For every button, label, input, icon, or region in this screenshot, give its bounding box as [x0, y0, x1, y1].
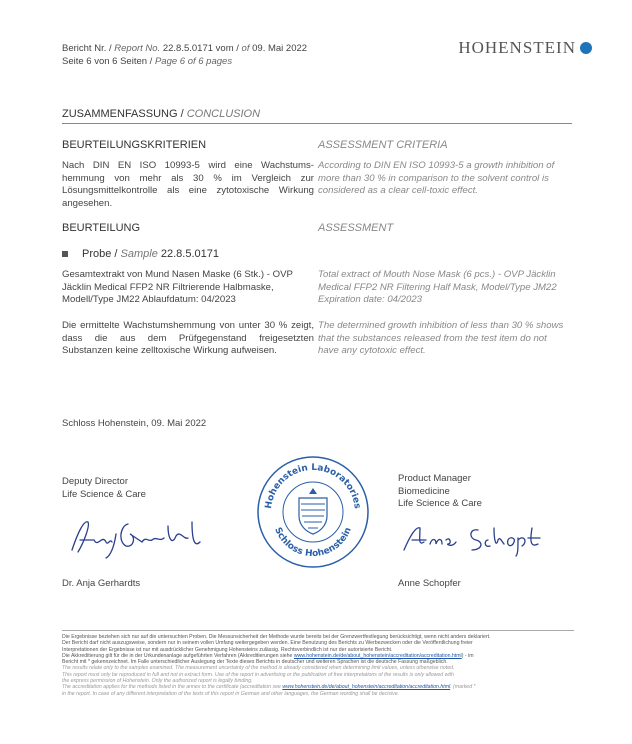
hohenstein-laboratories-stamp — [255, 454, 371, 570]
svg-text:Hohenstein Laboratories: Hohenstein Laboratories — [264, 462, 362, 510]
probe-label-en: Sample — [120, 248, 158, 260]
sample-line — [62, 248, 219, 260]
signer-left-role: Deputy Director — [62, 476, 128, 487]
page-label: Seite 6 von 6 Seiten / — [62, 56, 153, 67]
criteria-title-de: BEURTEILUNGSKRITERIEN — [62, 139, 207, 151]
report-label-en: Report No. — [114, 43, 161, 54]
logo-text: HOHENSTEIN — [458, 38, 576, 57]
footer-en-line: This report must only be reproduced in full and not in extract form. Use of the report in advertising or the publication of free interpretations of the results is only allowed with — [62, 671, 454, 678]
footer-de-accreditation-link[interactable]: www.hohenstein.de/de/about_hohenstein/accreditation/accreditation.html — [293, 652, 462, 659]
report-date: 09. Mai 2022 — [252, 43, 308, 54]
footer-en-accreditation-link[interactable]: www.hohenstein.de/de/about_hohenstein/accreditation/accreditation.html — [282, 684, 451, 691]
date-label-en: of — [241, 43, 250, 54]
page-label-en: Page 6 of 6 pages — [154, 56, 233, 67]
footer-en-link-suffix: . (marked * — [450, 684, 476, 691]
report-number: 22.8.5.0171 — [162, 43, 214, 54]
summary-title-de: ZUSAMMENFASSUNG / — [62, 108, 184, 120]
footer-en-line: the express permission of Hohenstein. Only the authorized report is legally binding. — [62, 678, 253, 685]
page-line — [62, 55, 307, 68]
signer-right-block — [398, 473, 482, 511]
signer-left-block — [62, 476, 146, 501]
summary-divider — [62, 123, 572, 124]
footer-en-line: in the report. In case of any different interpretation of the texts of this report in German and other languages, the German wording shall be decisive. — [62, 690, 400, 697]
footer-de-line: Die Akkreditierung gilt für die in der Urkundenanlage aufgeführten Verfahren (Akkreditierungen siehe — [62, 652, 293, 659]
bullet-icon — [62, 251, 68, 257]
summary-heading — [62, 108, 260, 120]
signer-right-role: Product Manager — [398, 473, 471, 484]
logo-dot-icon — [580, 42, 592, 54]
signer-right-dept2: Life Science & Care — [398, 498, 482, 509]
extract-text-de: Gesamtextrakt von Mund Nasen Maske (6 Stk.) - OVP Jäcklin Medical FFP2 NR Filtrierende Halbmaske, Modell/Type JM22 Ablaufdatum: 04/2023 — [62, 269, 293, 305]
footer-de-line: Die Ergebnisse beziehen sich nur auf die untersuchten Proben. Die Messunsicherheit der Methode wurde bereits bei der Grenzwertfestlegung berücksichtigt, wenn nicht anders deklariert. — [62, 634, 491, 640]
hohenstein-logo — [458, 38, 592, 58]
footer-disclaimer — [62, 630, 574, 706]
footer-de-line: Der Bericht darf nicht auszugsweise, sondern nur in seinem vollen Umfang weitergegeben werden. Eine Benutzung des Berichts zu Werbezwecken oder die Veröffentlichung freier — [62, 640, 473, 647]
signer-left-dept: Life Science & Care — [62, 488, 146, 500]
assessment-title-en: ASSESSMENT — [318, 222, 394, 234]
criteria-text-en: According to DIN EN ISO 10993-5 a growth inhibition of more than 30 % in comparison to the solvent control is considered as a clear cell-toxic effect. — [318, 160, 555, 196]
signature-right — [398, 518, 558, 558]
signer-right-name: Anne Schopfer — [398, 578, 461, 589]
report-number-line — [62, 42, 307, 55]
report-label: Bericht Nr. / — [62, 43, 112, 54]
footer-de-line: Bericht mit * gekennzeichnet. Im Falle unterschiedlicher Auslegung der Texte dieses Berichts in deutscher und weiteren Sprachen ist die deutsche Fassung maßgeblich. — [62, 659, 448, 666]
signature-left — [64, 512, 214, 562]
footer-en-line: The results relate only to the samples examined. The measurement uncertainty of the method is already considered when determining limit values, unless otherwise noted. — [62, 665, 455, 672]
footer-de-line: Interpretationen der Ergebnisse ist nur mit ausdrücklicher Genehmigung Hohensteins zulässig. Rechtsverbindlich ist nur der autorisierte Bericht. — [62, 646, 393, 653]
assessment-title-de: BEURTEILUNG — [62, 222, 141, 234]
criteria-title-en: ASSESSMENT CRITERIA — [318, 139, 448, 151]
signer-right-dept1: Biomedicine — [398, 485, 450, 497]
criteria-text-de: Nach DIN EN ISO 10993-5 wird eine Wachstums-hemmung von mehr als 30 % im Vergleich zur Lösungsmittelkontrolle als eine zytotoxische Wirkung angesehen. — [62, 160, 314, 209]
signer-left-name: Dr. Anja Gerhardts — [62, 578, 141, 589]
summary-title-en: CONCLUSION — [186, 108, 261, 120]
svg-text:Schloss Hohenstein: Schloss Hohenstein — [272, 526, 354, 560]
result-text-en: The determined growth inhibition of less than 30 % shows that the substances released from the test item do not have any cytotoxic effect. — [318, 320, 564, 356]
report-header — [62, 42, 307, 68]
extract-text-en: Total extract of Mouth Nose Mask (6 pcs.) - OVP Jäcklin Medical FFP2 NR Filtering Half Mask, Model/Type JM22 Expiration date: 04/2023 — [318, 269, 557, 305]
probe-label-de: Probe / — [82, 248, 118, 260]
date-label: vom / — [215, 43, 239, 54]
footer-de-link-suffix: ) - im — [461, 652, 474, 659]
footer-en-line: The accreditation applies for the methods listed in the annex to the certificate (accreditation see — [62, 684, 281, 691]
place-date: Schloss Hohenstein, 09. Mai 2022 — [62, 418, 207, 429]
sample-id: 22.8.5.0171 — [160, 248, 220, 260]
result-text-de: Die ermittelte Wachstumshemmung von unter 30 % zeigt, dass die aus dem Prüfgegenstand freigesetzten Substanzen keine zelltoxische Wirkung aufweisen. — [62, 320, 314, 356]
